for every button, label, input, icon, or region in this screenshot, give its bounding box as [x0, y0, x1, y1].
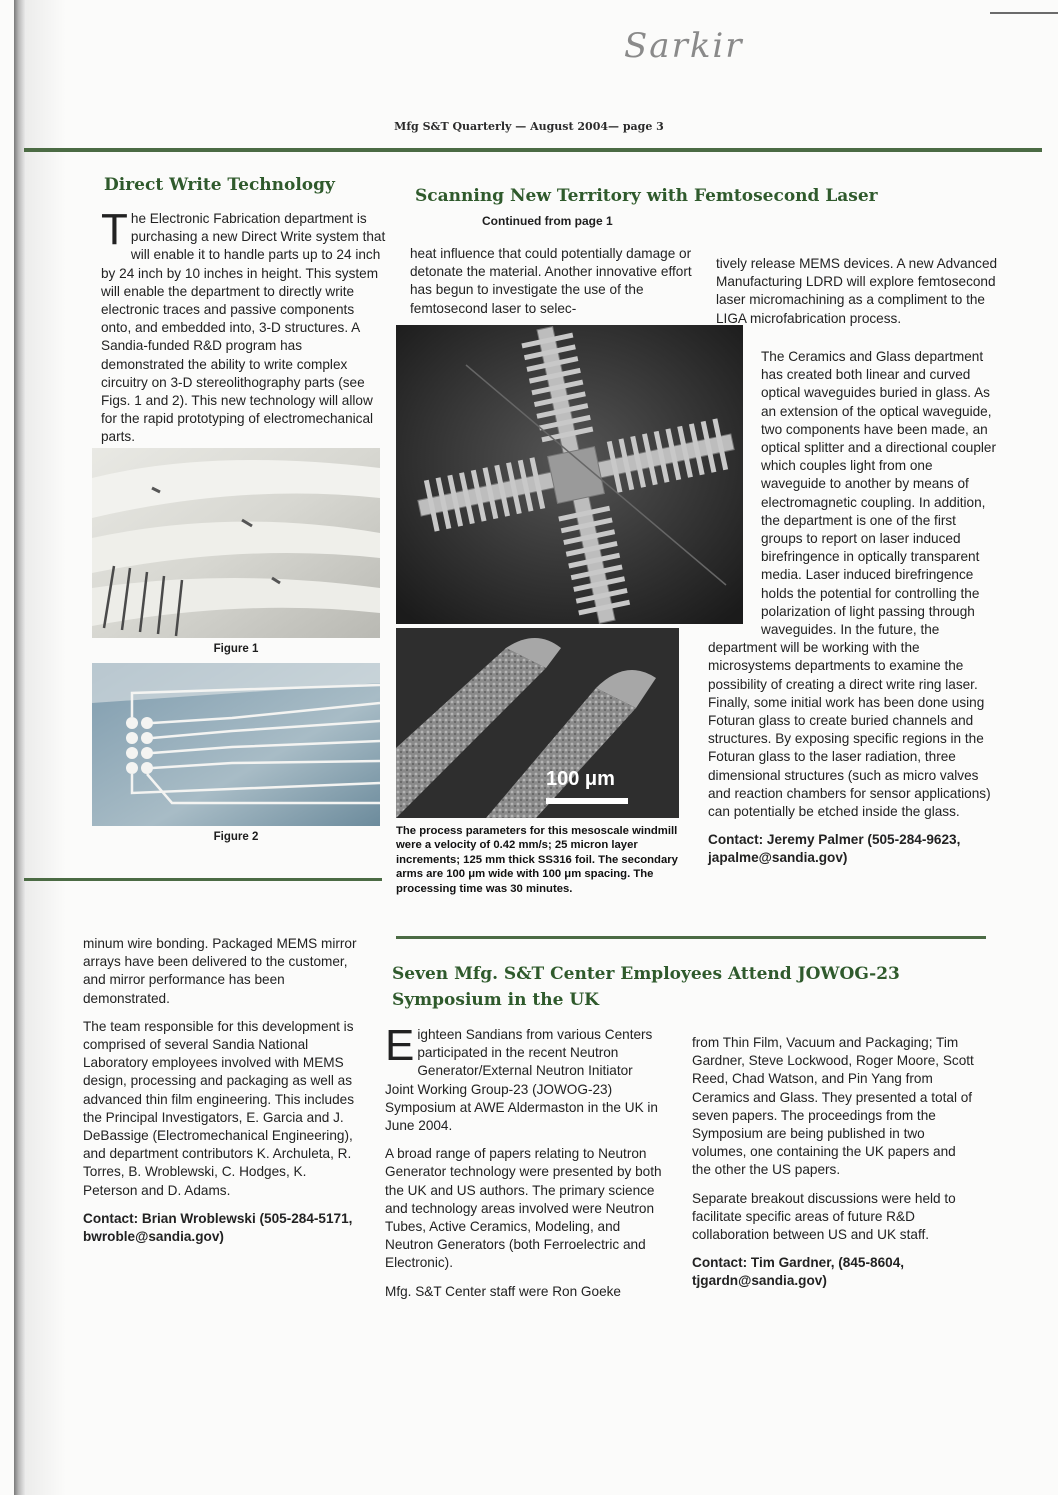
jowog-col2: [692, 1034, 978, 1301]
direct-write-title: Direct Write Technology: [104, 175, 335, 195]
mems-p2: The team responsible for this development is comprised of several Sandia National Laboratory employees involved with MEMS design, processing and packaging as well as advanced thin film engineering. This includes the Principal Investigators, E. Garcia and J. DeBassige (Electromechanical Engineering), and department contributors K. Archuleta, R. Torres, B. Wroblewski, C. Hodges, K. Peterson and D. Adams.: [83, 1018, 355, 1198]
jowog-p2: A broad range of papers relating to Neutron Generator technology were presented by both the UK and US authors. The primary science and technology areas involved were Neutron Tubes, Active Ceramics, Modeling, and Neutron Generators (both Ferroelectric and Electronic).: [385, 1146, 662, 1271]
direct-write-body: [101, 205, 387, 447]
femtosecond-col2-text: tively release MEMS devices. A new Advanced Manufacturing LDRD will explore femtosecond laser micromachining as a compliment to the LIGA microfabrication process.: [716, 256, 998, 326]
corner-mark: [990, 12, 1058, 14]
mems-contact: Contact: Brian Wroblewski (505-284-5171, bwroble@sandia.gov): [83, 1210, 353, 1245]
header-rule: [24, 148, 1042, 152]
femtosecond-col1: [410, 245, 696, 318]
handwritten-note: Sarkir: [624, 26, 744, 66]
dropcap: T: [101, 205, 128, 254]
windmill-sem-photo: [396, 325, 743, 624]
mems-column: [83, 935, 363, 1256]
windmill-caption: The process parameters for this mesoscale windmill were a velocity of 0.42 mm/s; 25 micron layer increments; 125 mm thick SS316 foil. The secondary arms are 100 μm wide with 100 μm spacing. The processing time was 30 minutes.: [396, 825, 678, 895]
jowog-p1: ighteen Sandians from various Centers participated in the recent Neutron Generator/External Neutron Initiator Joint Working Group-23 (JOWOG-23) Symposium at AWE Aldermaston in the UK in June 2004.: [385, 1027, 658, 1134]
section-rule-left: [24, 878, 382, 881]
jowog-col1: [385, 1021, 663, 1311]
jowog-col2-p1: from Thin Film, Vacuum and Packaging; Tim Gardner, Steve Lockwood, Roger Moore, Scott Reed, Chad Watson, and Pin Yang from Ceramics and Glass. They presented a total of seven papers. The proceedings from the Symposium are being published in two volumes, one containing the UK papers and the other the US papers.: [692, 1035, 974, 1178]
scan-shadow: [26, 0, 66, 1495]
femtosecond-col2-top: [716, 255, 1001, 328]
jowog-title: Seven Mfg. S&T Center Employees Attend JOWOG-23 Symposium in the UK: [392, 964, 900, 1010]
direct-write-text: he Electronic Fabrication department is purchasing a new Direct Write system that will enable it to handle parts up to 24 inch by 24 inch by 10 inches in height. This system will enable the department to directly write electronic traces and passive components onto, and embedded into, 3-D structures. A Sandia-funded R&D program has demonstrated the ability to write complex circuitry on 3-D stereolithography parts (see Figs. 1 and 2). This new technology will allow for the rapid prototyping of electromechanical parts.: [101, 211, 386, 445]
section-rule-right: [396, 936, 986, 939]
scale-bar-label: 100 μm: [546, 768, 615, 790]
figure-2-photo: [92, 663, 380, 826]
figure-2-caption: Figure 2: [213, 831, 259, 843]
jowog-contact: Contact: Tim Gardner, (845-8604, tjgardn@sandia.gov): [692, 1255, 905, 1289]
running-head: Mfg S&T Quarterly — August 2004— page 3: [394, 120, 664, 133]
femtosecond-contact: Contact: Jeremy Palmer (505-284-9623, japalme@sandia.gov): [708, 832, 961, 866]
mems-p1: minum wire bonding. Packaged MEMS mirror arrays have been delivered to the customer, and mirror performance has been demonstrated.: [83, 936, 357, 1006]
jowog-col2-p2: Separate breakout discussions were held to facilitate specific areas of future R&D collaboration between US and UK staff.: [692, 1190, 956, 1243]
figure-1-caption: Figure 1: [213, 643, 259, 655]
femtosecond-col1-text: heat influence that could potentially damage or detonate the material. Another innovative effort has begun to investigate the use of the femtosecond laser to selec-: [410, 246, 692, 316]
photo-wrap-spacer: [708, 348, 761, 638]
scan-edge: [14, 0, 26, 1495]
figure-1-photo: [92, 448, 380, 638]
femtosecond-col2-body: [708, 348, 996, 878]
windmill-closeup-photo: [396, 628, 679, 818]
femtosecond-title: Scanning New Territory with Femtosecond Laser: [415, 186, 878, 206]
jowog-dropcap: E: [385, 1021, 415, 1070]
femtosecond-col2-p2: The Ceramics and Glass department has created both linear and curved optical waveguides buried in glass. As an extension of the optical waveguide, two components have been made, an optical splitter and a directional coupler which couples light from one waveguide to another by means of electromagnetic coupling. In addition, the department is one of the first groups to report on laser induced birefringence in optically transparent media. Laser induced birefringence holds the potential for controlling the polarization of light passing through waveguides. In the future, the department will be working with the microsystems departments to examine the possibility of creating a direct write ring laser. Finally, some initial work has been done using Foturan glass to create buried channels and structures. By exposing specific regions in the Foturan glass to the laser radiation, three dimensional structures (such as micro valves and reaction chambers for sensor applications) can potentially be etched inside the glass.: [708, 349, 997, 820]
continued-label: Continued from page 1: [482, 214, 613, 228]
jowog-p3: Mfg. S&T Center staff were Ron Goeke: [385, 1283, 621, 1299]
